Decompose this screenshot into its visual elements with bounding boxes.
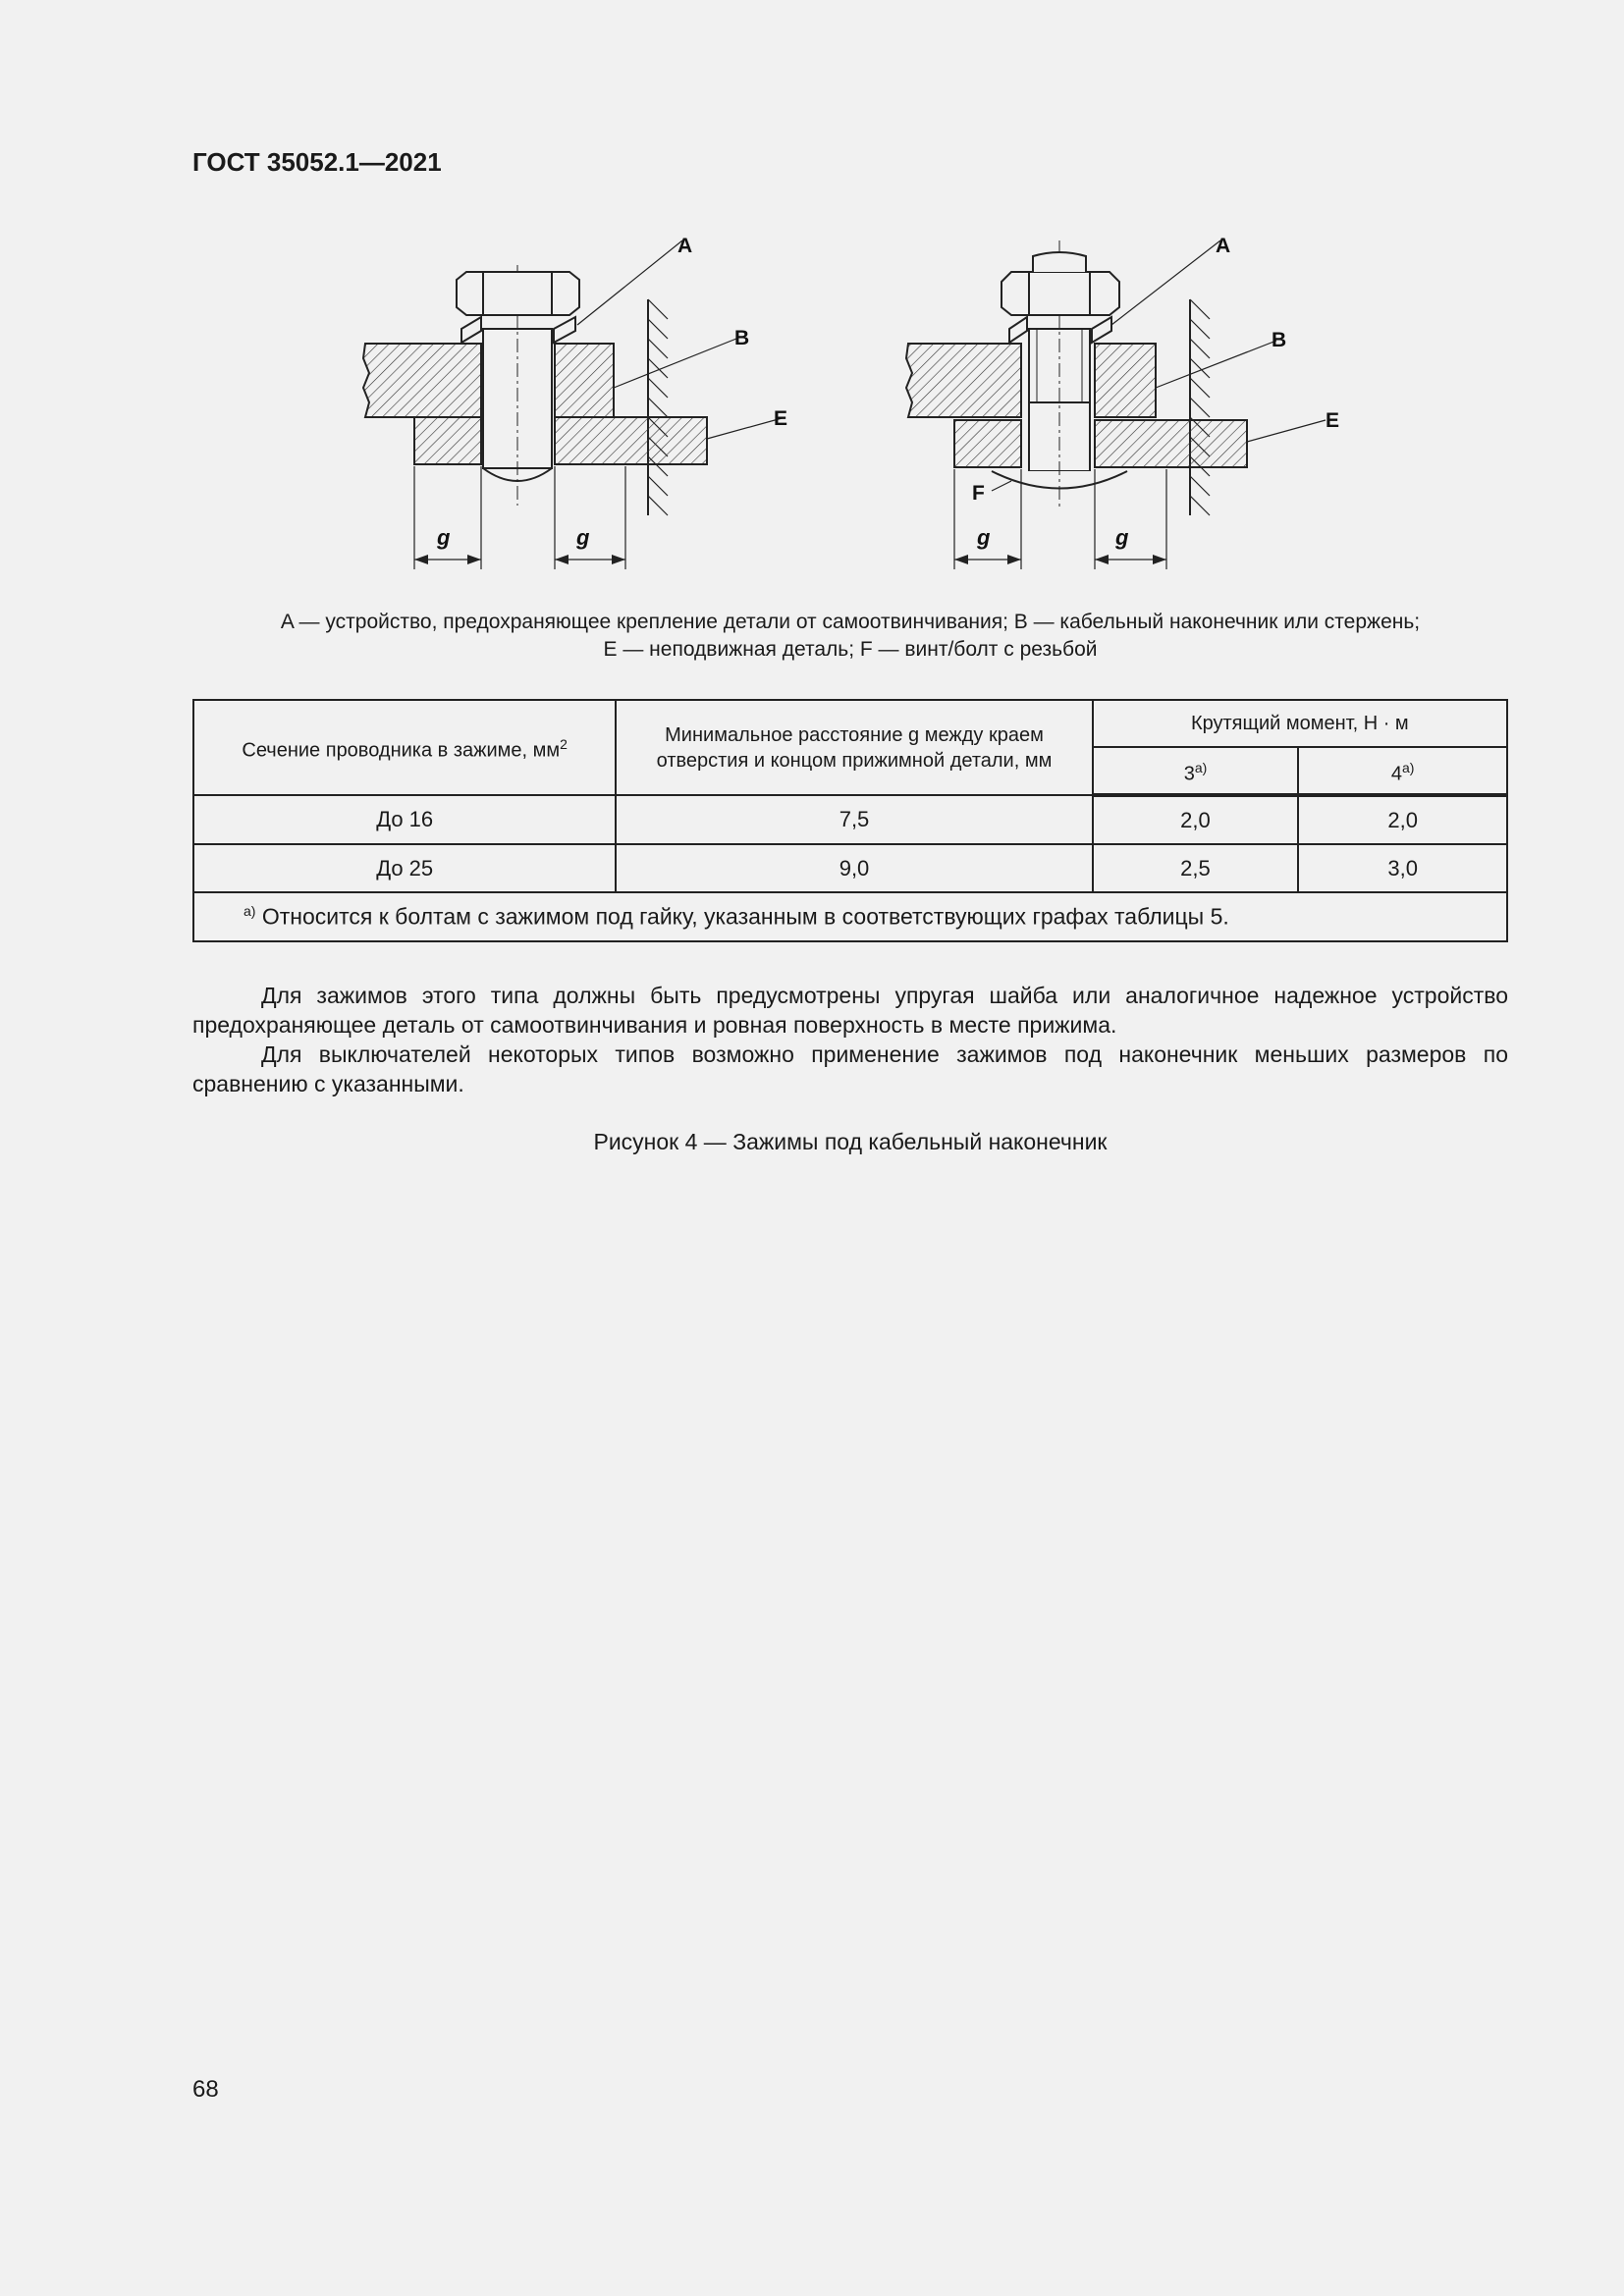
label-f-right: F: [972, 482, 985, 505]
cell-torque-3: 2,5: [1093, 844, 1299, 892]
torque-table: [192, 699, 1508, 942]
label-e-left: E: [774, 407, 788, 430]
figure-legend: [192, 609, 1508, 664]
cell-distance: 9,0: [616, 844, 1092, 892]
header-torque: Крутящий момент, Н · м: [1093, 700, 1507, 747]
table-row: [193, 795, 1507, 844]
cell-section: До 16: [193, 795, 616, 844]
label-b-left: B: [734, 327, 750, 349]
cell-torque-4: 3,0: [1298, 844, 1507, 892]
header-torque-3: 3$^{a)}$: [1093, 747, 1299, 795]
label-a-left: A: [677, 235, 693, 257]
figure-caption: Рисунок 4 — Зажимы под кабельный наконечник: [593, 1129, 1108, 1154]
paragraph-1: Для зажимов этого типа должны быть предусмотрены упругая шайба или аналогичное надежное устройство предохраняющее деталь от самоотвинчивания и ровная поверхность в месте прижима.: [192, 983, 1508, 1038]
terminal-drawing-svg: [334, 221, 1340, 584]
label-e-right: E: [1326, 409, 1340, 432]
header-conductor-section: Сечение проводника в зажиме, $мм^2$: [193, 700, 616, 795]
label-g-left-2: g: [576, 525, 590, 550]
label-g-right-2: g: [1115, 525, 1129, 550]
table-row: [193, 844, 1507, 892]
cell-torque-4: 2,0: [1298, 795, 1507, 844]
left-terminal-drawing: [363, 240, 788, 569]
label-g-left-1: g: [437, 525, 451, 550]
cell-distance: 7,5: [616, 795, 1092, 844]
header-min-distance: Минимальное расстояние g между краем отверстия и концом прижимной детали, мм: [616, 700, 1092, 795]
page-number: 68: [192, 2076, 219, 2103]
table-footnote: $^{a)}$ Относится к болтам с зажимом под гайку, указанным в соответствующих графах таблицы 5.: [193, 892, 1507, 941]
label-a-right: A: [1216, 235, 1231, 257]
paragraph-2: Для выключателей некоторых типов возможно применение зажимов под наконечник меньших размеров по сравнению с указанными.: [192, 1041, 1508, 1096]
legend-line-1: A — устройство, предохраняющее крепление детали от самоотвинчивания; B — кабельный наконечник или стержень;: [280, 611, 1421, 633]
document-header: ГОСТ 35052.1—2021: [192, 147, 442, 177]
label-b-right: B: [1272, 329, 1287, 351]
right-terminal-drawing: [906, 240, 1326, 569]
cell-section: До 25: [193, 844, 616, 892]
table-footnote-row: [193, 892, 1507, 941]
legend-line-2: E — неподвижная деталь; F — винт/болт с резьбой: [603, 638, 1098, 661]
cell-torque-3: 2,0: [1093, 795, 1299, 844]
terminal-drawing: [334, 221, 1340, 584]
header-torque-4: 4$^{a)}$: [1298, 747, 1507, 795]
label-g-right-1: g: [977, 525, 991, 550]
